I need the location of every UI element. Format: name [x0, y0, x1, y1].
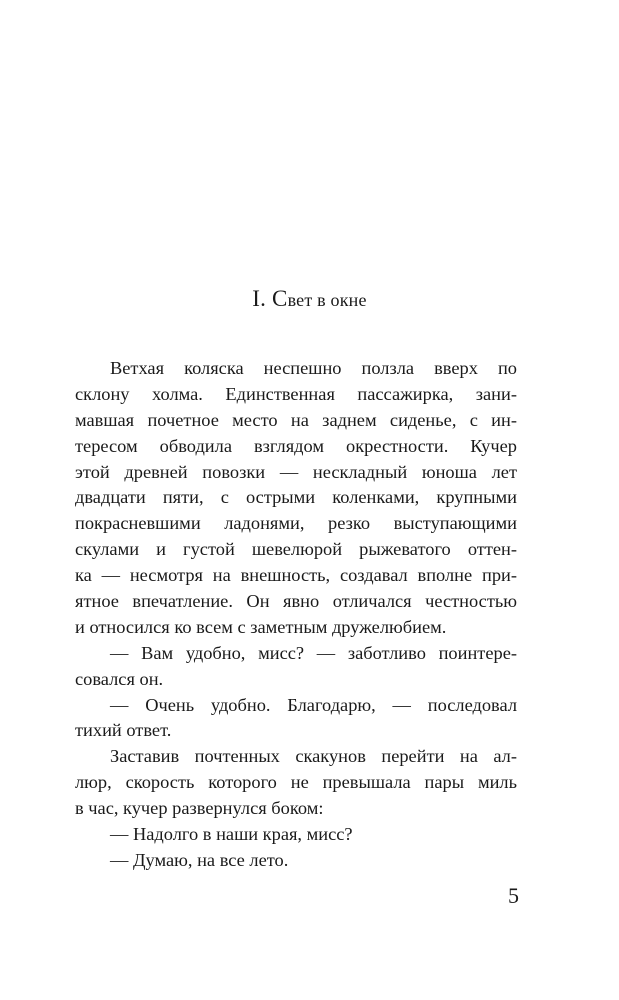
text-line: и относился ко всем с заметным дружелюбием.: [75, 616, 447, 637]
text-line: тихий ответ.: [75, 720, 172, 741]
text-line: — Очень удобно. Благодарю, — последовал: [110, 694, 517, 715]
text-line: в час, кучер развернулся боком:: [75, 798, 324, 819]
text-line: ятное впечатление. Он явно отличался честностью: [75, 591, 517, 612]
text-line: скулами и густой шевелюрой рыжеватого оттен-: [75, 539, 517, 560]
text-line: тересом обводила взглядом окрестности. Кучер: [75, 435, 517, 456]
chapter-numeral: I.: [252, 286, 267, 311]
text-line: Ветхая коляска неспешно ползла вверх по: [110, 358, 517, 378]
text-line: — Надолго в наши края, мисс?: [110, 824, 353, 845]
text-line: ка — несмотря на внешность, создавал вполне при-: [75, 565, 517, 586]
text-line: этой древней повозки — нескладный юноша лет: [75, 461, 517, 482]
text-line: — Думаю, на все лето.: [110, 849, 289, 870]
chapter-title: [0, 284, 619, 315]
text-line: покрасневшими ладонями, резко выступающими: [75, 513, 517, 534]
text-line: люр, скорость которого не превышала пары миль: [75, 772, 517, 793]
text-line: склону холма. Единственная пассажирка, зани-: [75, 383, 517, 404]
text-line: мавшая почетное место на заднем сиденье, с ин-: [75, 409, 517, 430]
chapter-title-rest: вет в окне: [287, 290, 367, 310]
text-line: двадцати пяти, с острыми коленками, крупными: [75, 487, 517, 508]
text-line: совался он.: [75, 668, 164, 689]
chapter-title-initial: С: [272, 286, 288, 311]
text-line: — Вам удобно, мисс? — заботливо поинтере-: [110, 642, 517, 663]
page-number: 5: [508, 883, 519, 908]
text-line: Заставив почтенных скакунов перейти на ал-: [110, 746, 517, 767]
body-text: [75, 356, 517, 874]
